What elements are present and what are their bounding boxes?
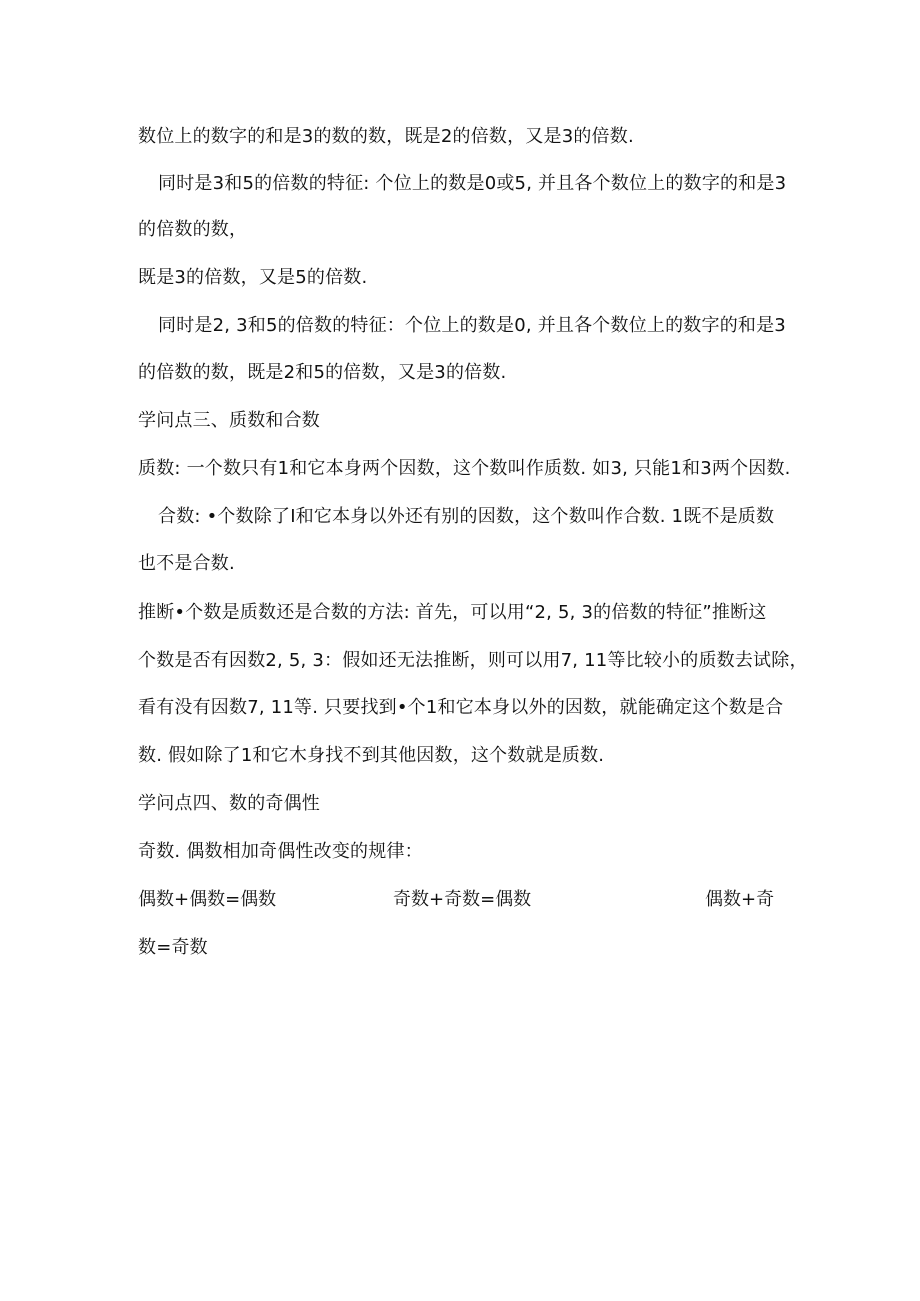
text-line: 合数: •个数除了I和它本身以外还有别的因数，这个数叫作合数. 1既不是质数 bbox=[158, 506, 775, 527]
text-line: 推断•个数是质数还是合数的方法: 首先，可以用“2, 5, 3的倍数的特征”推断这 bbox=[138, 602, 767, 623]
text-line: 既是3的倍数，又是5的倍数. bbox=[138, 267, 368, 288]
text-line: 的倍数的数，既是2和5的倍数，又是3的倍数. bbox=[138, 362, 507, 383]
parity-rule-odd-odd: 奇数+奇数=偶数 bbox=[393, 889, 532, 910]
parity-rule-even-even: 偶数+偶数=偶数 bbox=[138, 889, 277, 910]
parity-rule-even-odd-continued: 数=奇数 bbox=[138, 937, 208, 958]
text-line: 同时是2, 3和5的倍数的特征：个位上的数是0, 并且各个数位上的数字的和是3 bbox=[158, 315, 786, 336]
text-line: 奇数. 偶数相加奇偶性改变的规律： bbox=[138, 841, 423, 862]
parity-rule-even-odd: 偶数+奇 bbox=[705, 889, 775, 910]
text-line: 看有没有因数7, 11等. 只要找到•个1和它本身以外的因数，就能确定这个数是合 bbox=[138, 697, 784, 718]
text-line: 的倍数的数， bbox=[138, 219, 248, 240]
text-line: 个数是否有因数2, 5, 3：假如还无法推断，则可以用7, 11等比较小的质数去试除， bbox=[138, 650, 808, 671]
text-line: 也不是合数. bbox=[138, 553, 235, 574]
text-line: 同时是3和5的倍数的特征: 个位上的数是0或5, 并且各个数位上的数字的和是3 bbox=[158, 173, 787, 194]
text-line: 质数: 一个数只有1和它本身两个因数，这个数叫作质数. 如3, 只能1和3两个因数. bbox=[138, 458, 791, 479]
text-line: 数. 假如除了1和它木身找不到其他因数，这个数就是质数. bbox=[138, 745, 605, 766]
text-line: 数位上的数字的和是3的数的数，既是2的倍数，又是3的倍数. bbox=[138, 126, 634, 147]
section-heading: 学问点三、质数和合数 bbox=[138, 410, 320, 431]
section-heading: 学问点四、数的奇偶性 bbox=[138, 793, 320, 814]
